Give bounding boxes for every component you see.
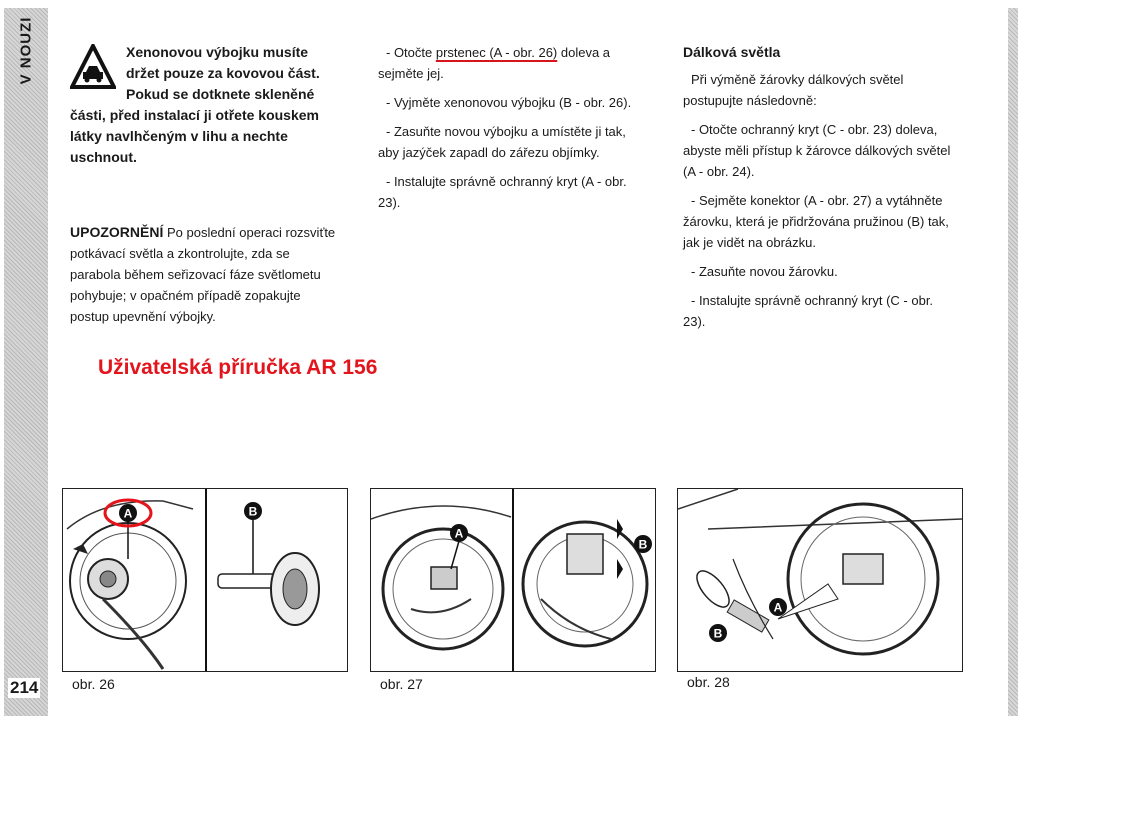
warning-box: [70, 42, 340, 168]
notice-label: UPOZORNĚNÍ: [70, 224, 164, 240]
figure-label-b: B: [638, 537, 648, 552]
step-1: - Otočte prstenec (A - obr. 26) doleva a sejměte jej.: [378, 45, 611, 81]
high-beam-step-2: - Sejměte konektor (A - obr. 27) a vytáhněte žárovku, která je přidržována pružinou (B) tak, jak je vidět na obrázku.: [683, 193, 949, 250]
high-beam-intro: Při výměně žárovky dálkových světel postupujte následovně:: [683, 72, 904, 108]
right-edge-strip: [1008, 8, 1018, 716]
step-3: - Zasuňte novou výbojku a umístěte ji tak, aby jazýček zapadl do zářezu objímky.: [378, 124, 626, 160]
figure-28: [677, 488, 963, 672]
section-sidebar: [4, 8, 48, 716]
high-beam-section: [683, 42, 953, 340]
headlight-xenon-illustration: [63, 489, 347, 671]
high-beam-step-3: - Zasuňte novou žárovku.: [691, 264, 838, 279]
notice-paragraph: [70, 222, 340, 327]
step-4: - Instalujte správně ochranný kryt (A - obr. 23).: [378, 174, 627, 210]
high-beam-title: Dálková světla: [683, 44, 781, 60]
figure-26: [62, 488, 348, 672]
figure-28-caption: obr. 28: [687, 674, 730, 690]
notice-text: Po poslední operaci rozsviťte potkávací světla a zkontrolujte, zda se parabola během seřizovací fáze světlometu pohybuje; v opačném případě zopakujte postup upevnění výbojky.: [70, 225, 336, 324]
high-beam-bulb-illustration: [678, 489, 962, 671]
figure-label-b: B: [713, 626, 723, 641]
manual-title-overlay: Uživatelská příručka AR 156: [98, 356, 378, 379]
high-beam-step-4: - Instalujte správně ochranný kryt (C - obr. 23).: [683, 293, 934, 329]
high-beam-step-1: - Otočte ochranný kryt (C - obr. 23) doleva, abyste měli přístup k žárovce dálkových světel (A - obr. 24).: [683, 122, 951, 179]
ring-reference: prstenec (A - obr. 26): [435, 45, 558, 60]
warning-car-icon: [70, 44, 116, 90]
figure-label-a: A: [454, 526, 464, 541]
figure-label-a: A: [123, 506, 133, 521]
section-title: V NOUZI: [17, 16, 35, 84]
connector-removal-illustration: [371, 489, 655, 671]
figure-27: [370, 488, 656, 672]
step-2: - Vyjměte xenonovou výbojku (B - obr. 26).: [386, 95, 632, 110]
figure-label-b: B: [248, 504, 258, 519]
figure-label-a: A: [773, 600, 783, 615]
xenon-steps: [378, 42, 648, 221]
warning-text: Xenonovou výbojku musíte držet pouze za kovovou část. Pokud se dotknete skleněné části, před instalací ji otřete kouskem látky navlhčeným v lihu a nechte uschnout.: [70, 44, 320, 165]
page-number: 214: [10, 678, 39, 697]
figure-27-caption: obr. 27: [380, 676, 423, 692]
figure-26-caption: obr. 26: [72, 676, 115, 692]
